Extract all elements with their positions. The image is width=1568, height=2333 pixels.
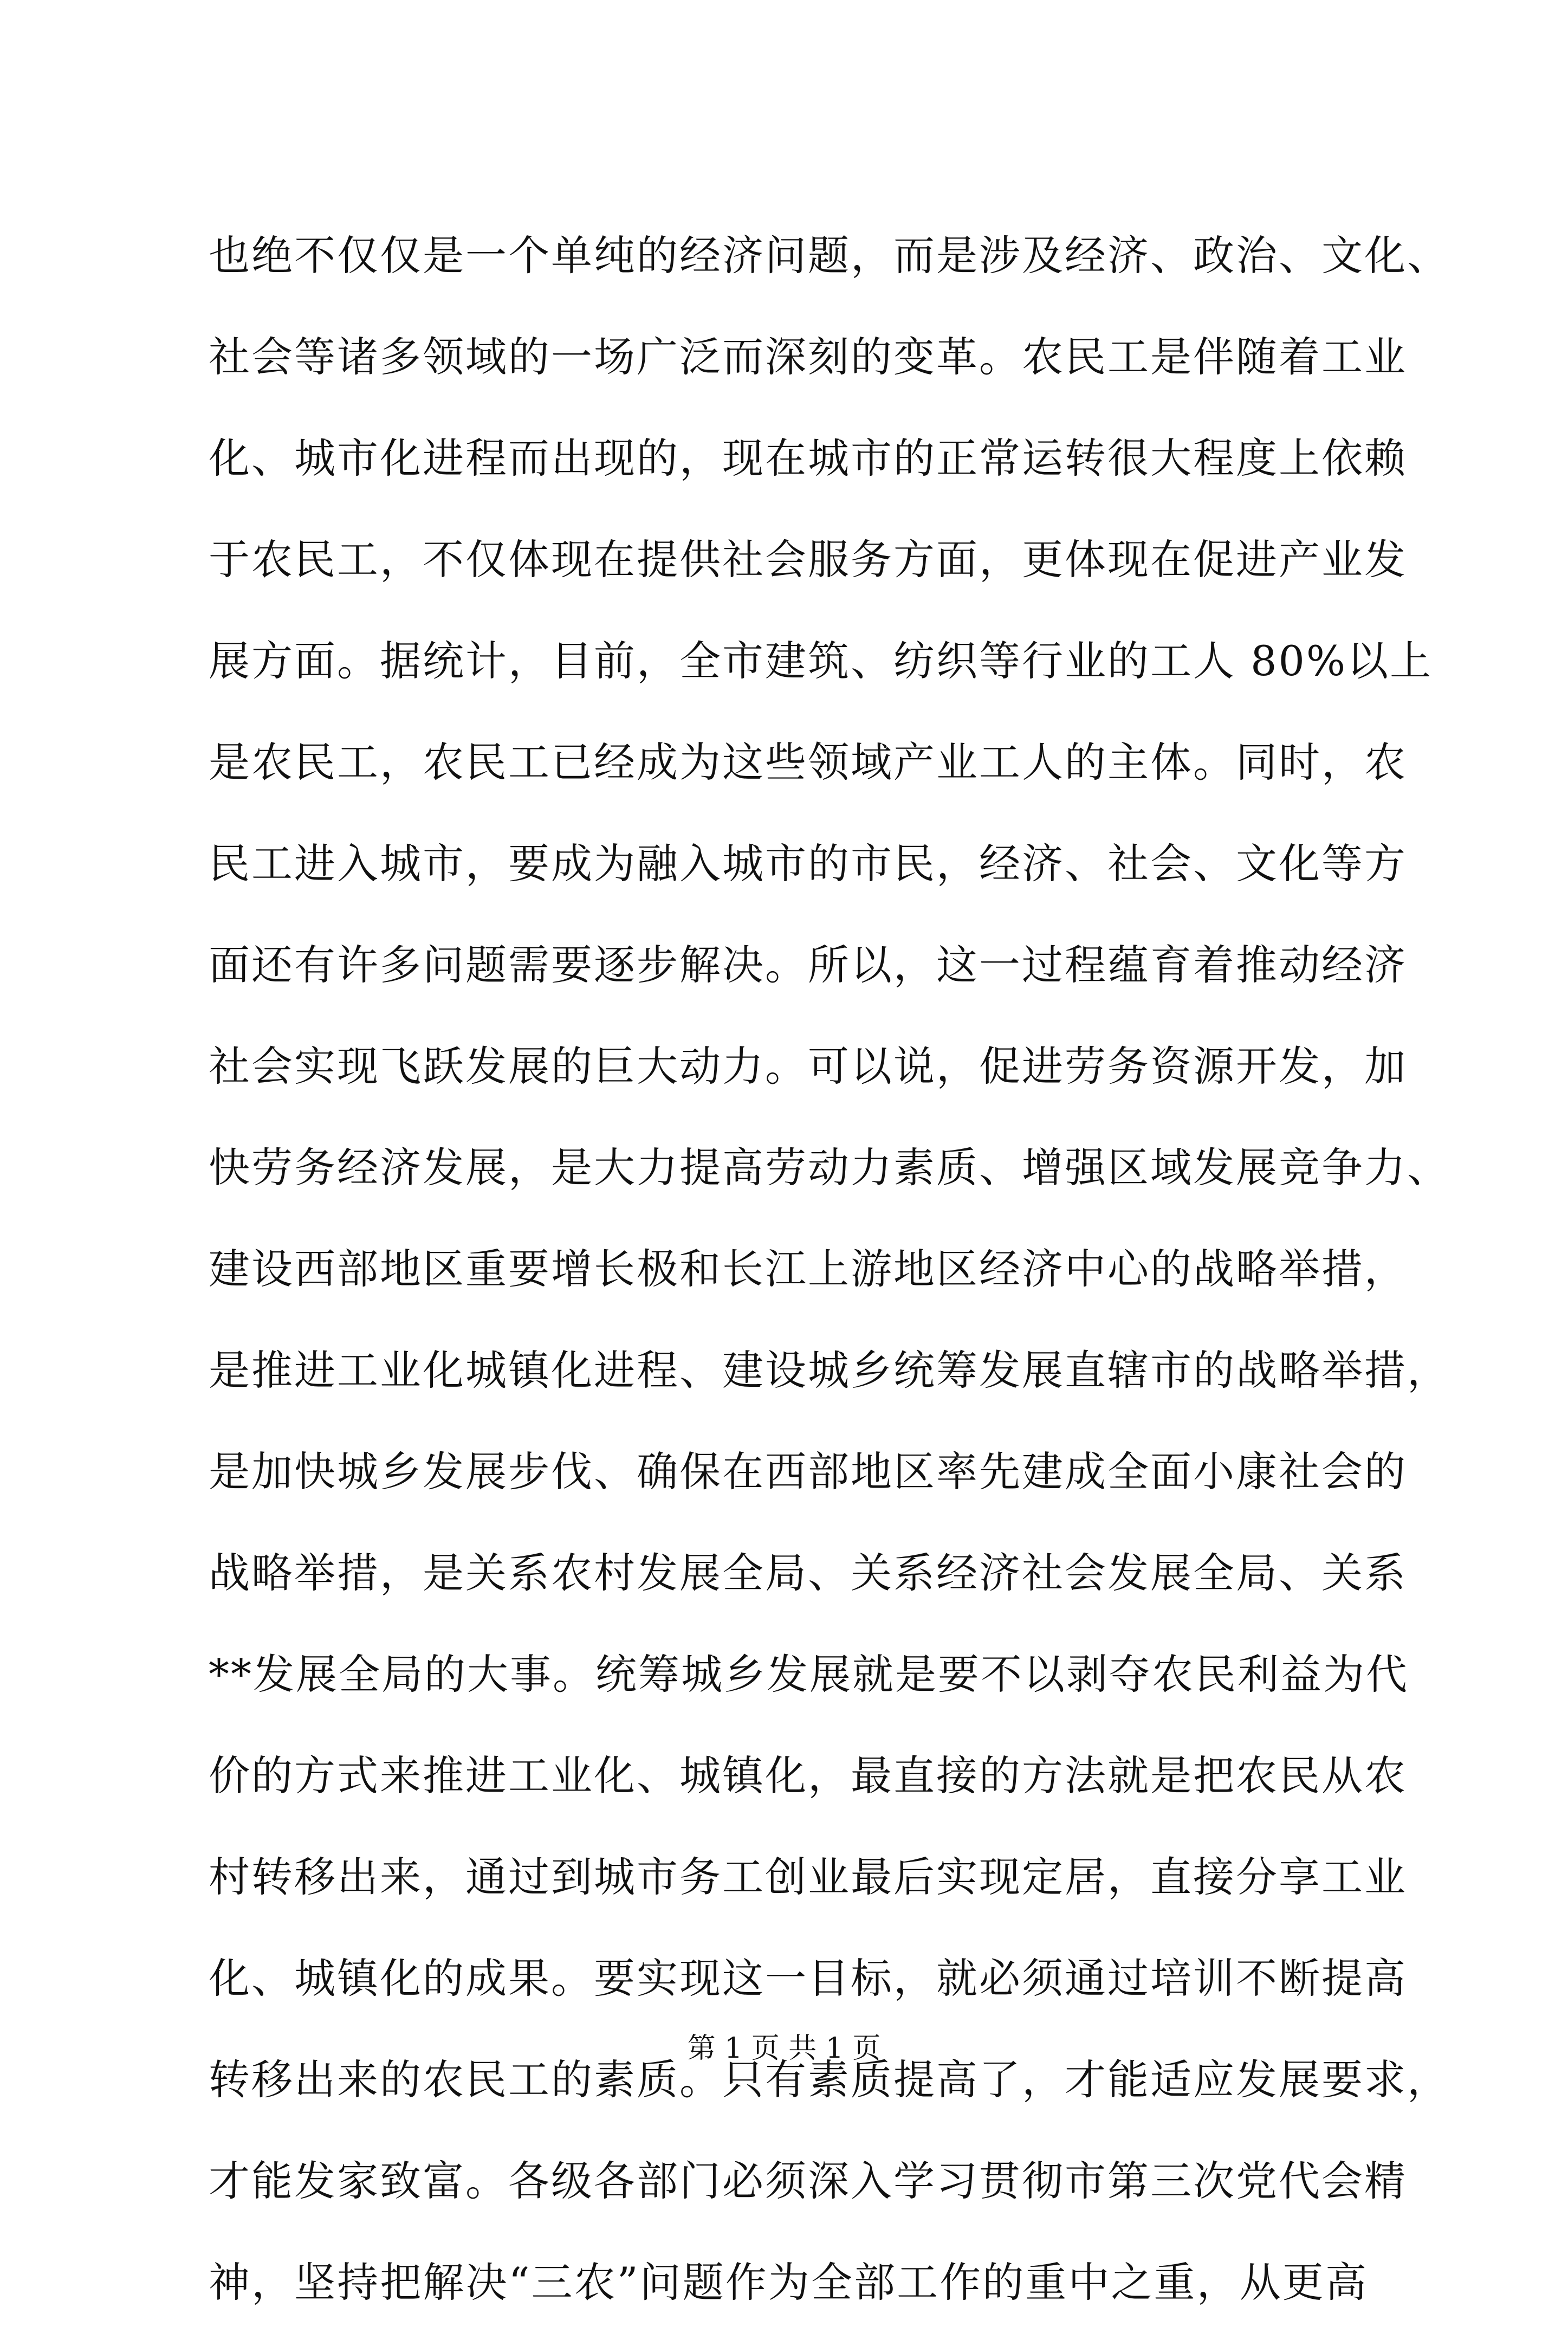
text-line: 社会实现飞跃发展的巨大动力。可以说，促进劳务资源开发，加 <box>209 1042 1407 1090</box>
text-line: **发展全局的大事。统筹城乡发展就是要不以剥夺农民利益为代 <box>209 1650 1409 1698</box>
text-line: 转移出来的农民工的素质。只有素质提高了，才能适应发展要求， <box>209 2056 1450 2104</box>
text-line: 于农民工，不仅体现在提供社会服务方面，更体现在促进产业发 <box>209 535 1407 584</box>
text-line: 也绝不仅仅是一个单纯的经济问题，而是涉及经济、政治、文化、 <box>209 231 1450 280</box>
text-line: 快劳务经济发展，是大力提高劳动力素质、增强区域发展竞争力、 <box>209 1143 1450 1192</box>
text-line: 是加快城乡发展步伐、确保在西部地区率先建成全面小康社会的 <box>209 1447 1407 1496</box>
text-line: 展方面。据统计，目前，全市建筑、纺织等行业的工人 80%以上 <box>209 637 1433 685</box>
text-line: 神，坚持把解决“三农”问题作为全部工作的重中之重，从更高 <box>209 2258 1368 2306</box>
text-line: 化、城市化进程而出现的，现在城市的正常运转很大程度上依赖 <box>209 434 1407 482</box>
text-line: 社会等诸多领域的一场广泛而深刻的变革。农民工是伴随着工业 <box>209 333 1407 381</box>
text-line: 建设西部地区重要增长极和长江上游地区经济中心的战略举措， <box>209 1245 1407 1293</box>
text-line: 面还有许多问题需要逐步解决。所以，这一过程蕴育着推动经济 <box>209 941 1407 989</box>
text-line: 化、城镇化的成果。要实现这一目标，就必须通过培训不断提高 <box>209 1954 1407 2002</box>
text-line: 价的方式来推进工业化、城镇化，最直接的方法就是把农民从农 <box>209 1752 1407 1800</box>
text-line: 才能发家致富。各级各部门必须深入学习贯彻市第三次党代会精 <box>209 2157 1407 2205</box>
body-text <box>209 205 1450 2333</box>
text-line: 战略举措，是关系农村发展全局、关系经济社会发展全局、关系 <box>209 1549 1407 1597</box>
page-footer: 第 1 页 共 1 页 <box>687 2032 881 2065</box>
text-line: 村转移出来，通过到城市务工创业最后实现定居，直接分享工业 <box>209 1853 1407 1901</box>
text-line: 民工进入城市，要成为融入城市的市民，经济、社会、文化等方 <box>209 839 1407 888</box>
text-line: 是推进工业化城镇化进程、建设城乡统筹发展直辖市的战略举措， <box>209 1346 1450 1394</box>
text-line: 是农民工，农民工已经成为这些领域产业工人的主体。同时，农 <box>209 738 1407 786</box>
